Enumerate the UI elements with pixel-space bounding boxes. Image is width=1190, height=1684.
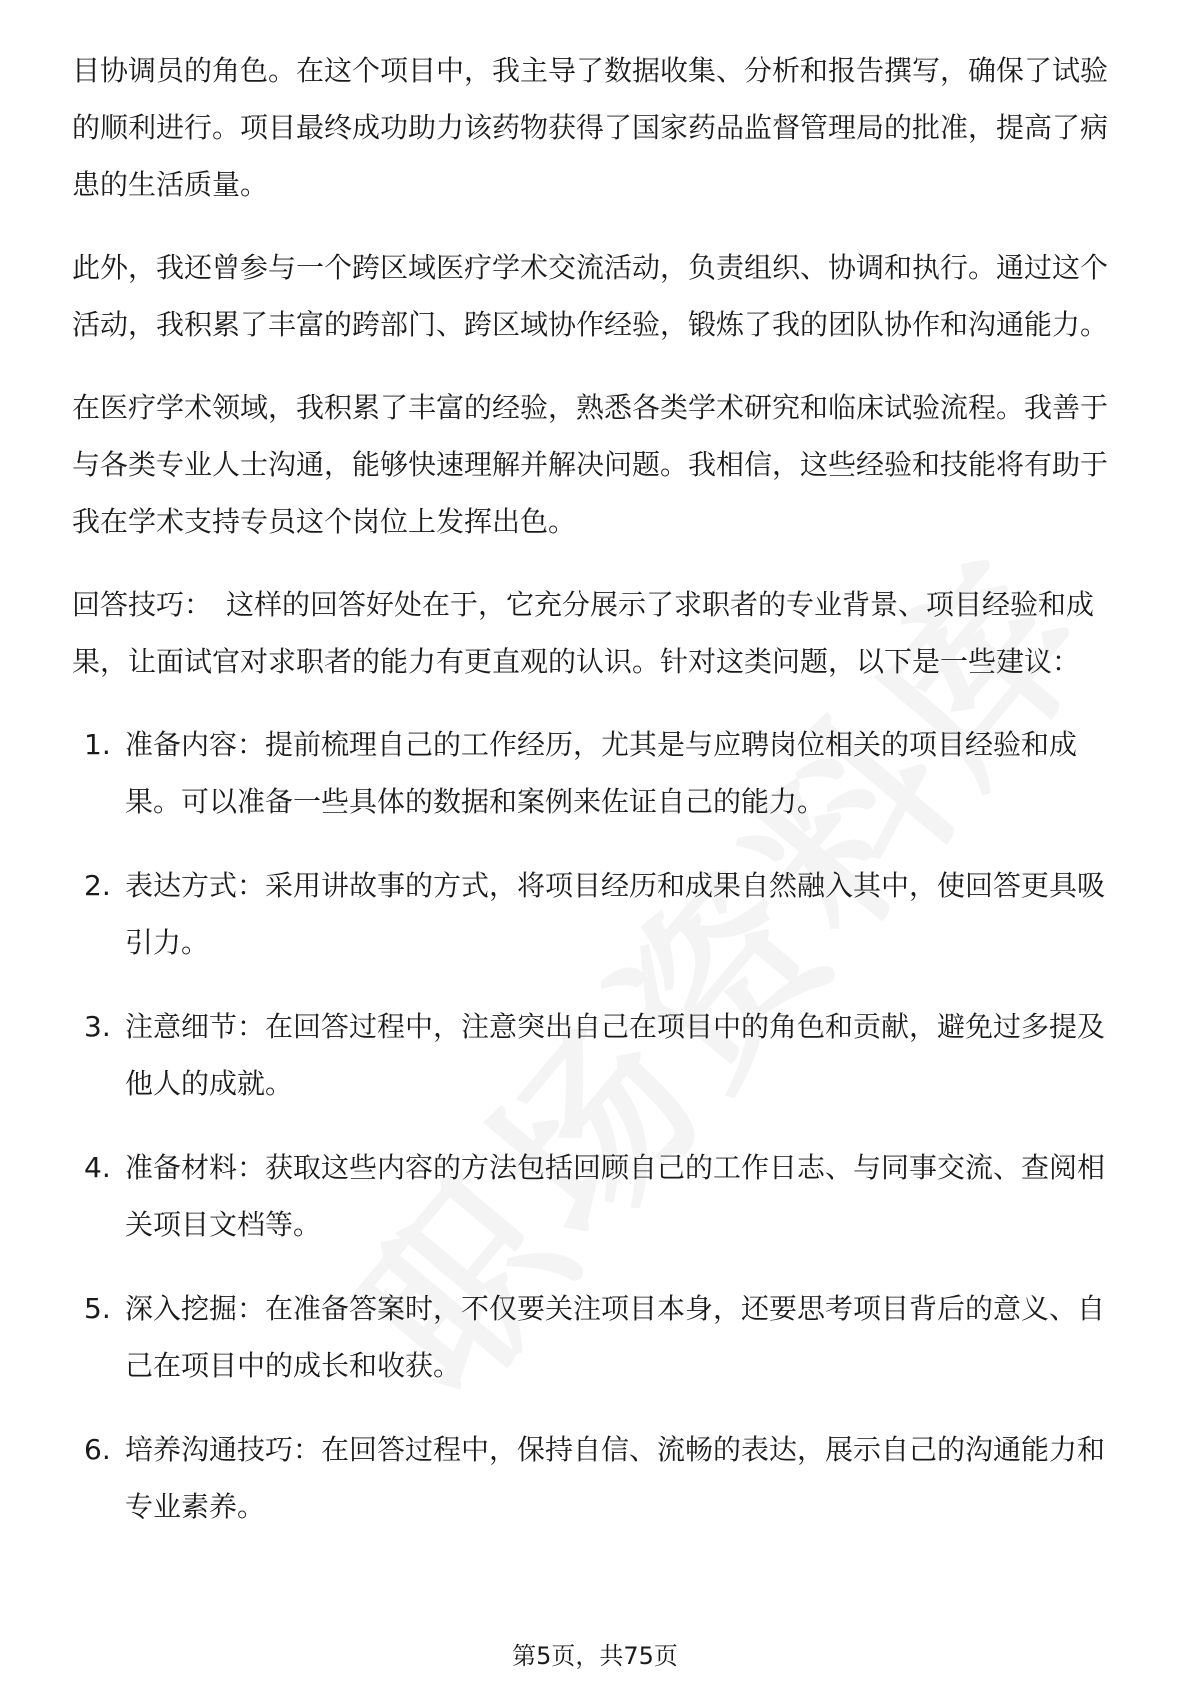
list-item xyxy=(72,998,1122,1112)
list-item-number: 4. xyxy=(84,1151,111,1184)
list-item xyxy=(72,857,1122,971)
tips-label: 回答技巧： xyxy=(72,588,213,621)
paragraph-1: 目协调员的角色。在这个项目中，我主导了数据收集、分析和报告撰写，确保了试验的顺利进行。项目最终成功助力该药物获得了国家药品监督管理局的批准，提高了病患的生活质量。 xyxy=(72,54,1109,201)
tips-list xyxy=(72,716,1122,1535)
list-item-text: 表达方式：采用讲故事的方式，将项目经历和成果自然融入其中，使回答更具吸引力。 xyxy=(125,869,1106,959)
paragraph-3: 在医疗学术领域，我积累了丰富的经验，熟悉各类学术研究和临床试验流程。我善于与各类专业人士沟通，能够快速理解并解决问题。我相信，这些经验和技能将有助于我在学术支持专员这个岗位上发挥出色。 xyxy=(72,391,1109,538)
list-item-number: 3. xyxy=(84,1010,111,1043)
tips-intro xyxy=(72,576,1122,690)
paragraph-2: 此外，我还曾参与一个跨区域医疗学术交流活动，负责组织、协调和执行。通过这个活动，我积累了丰富的跨部门、跨区域协作经验，锻炼了我的团队协作和沟通能力。 xyxy=(72,251,1109,341)
list-item-number: 1. xyxy=(84,728,111,761)
list-item-text: 深入挖掘：在准备答案时，不仅要关注项目本身，还要思考项目背后的意义、自己在项目中的成长和收获。 xyxy=(125,1292,1106,1382)
document-body xyxy=(72,42,1122,1562)
page-number: 第5页，共75页 xyxy=(512,1642,678,1670)
tips-intro-text: 这样的回答好处在于，它充分展示了求职者的专业背景、项目经验和成果，让面试官对求职者的能力有更直观的认识。针对这类问题，以下是一些建议： xyxy=(72,588,1095,678)
list-item-text: 注意细节：在回答过程中，注意突出自己在项目中的角色和贡献，避免过多提及他人的成就。 xyxy=(125,1010,1106,1100)
list-item-number: 2. xyxy=(84,869,111,902)
list-item-text: 培养沟通技巧：在回答过程中，保持自信、流畅的表达，展示自己的沟通能力和专业素养。 xyxy=(125,1433,1106,1523)
list-item xyxy=(72,716,1122,830)
list-item-number: 6. xyxy=(84,1433,111,1466)
list-item xyxy=(72,1280,1122,1394)
list-item-text: 准备材料：获取这些内容的方法包括回顾自己的工作日志、与同事交流、查阅相关项目文档等。 xyxy=(125,1151,1106,1241)
list-item-text: 准备内容：提前梳理自己的工作经历，尤其是与应聘岗位相关的项目经验和成果。可以准备一些具体的数据和案例来佐证自己的能力。 xyxy=(125,728,1078,818)
list-item xyxy=(72,1421,1122,1535)
list-item-number: 5. xyxy=(84,1292,111,1325)
list-item xyxy=(72,1139,1122,1253)
